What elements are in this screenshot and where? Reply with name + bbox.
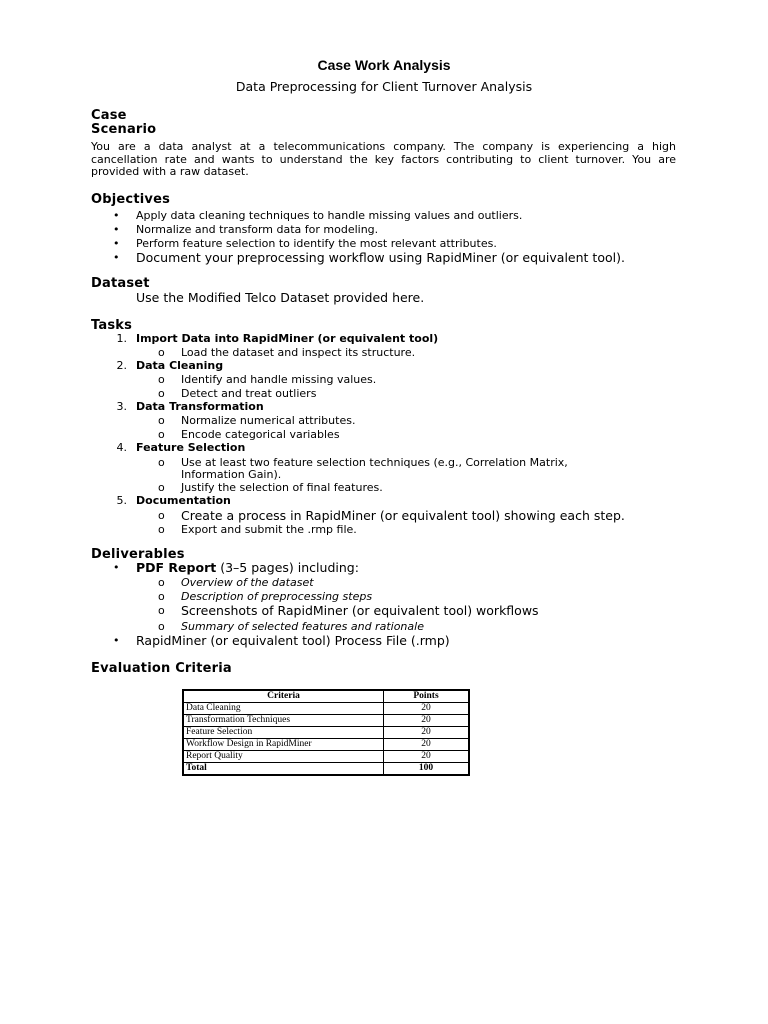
table-total-row bbox=[183, 763, 469, 776]
criteria-cell: Data Cleaning bbox=[183, 703, 384, 715]
circle-bullet-icon: o bbox=[158, 387, 165, 400]
table-row bbox=[183, 751, 469, 763]
task-title: Feature Selection bbox=[136, 441, 246, 454]
circle-bullet-icon: o bbox=[158, 509, 165, 522]
page-title: Case Work Analysis bbox=[317, 57, 451, 73]
circle-bullet-icon: o bbox=[158, 414, 165, 427]
scenario-heading-line1: Case bbox=[91, 108, 127, 123]
task-title: Data Transformation bbox=[136, 400, 264, 413]
deliverable-subitem: Description of preprocessing steps bbox=[181, 590, 373, 603]
column-header-points: Points bbox=[384, 690, 470, 703]
criteria-cell: Workflow Design in RapidMiner bbox=[183, 739, 384, 751]
deliverable-pdf bbox=[136, 560, 359, 575]
circle-bullet-icon: o bbox=[158, 590, 165, 603]
task-number: 3. bbox=[116, 400, 127, 413]
table-header-row bbox=[183, 690, 469, 703]
task-subitem-continued: Information Gain). bbox=[181, 468, 282, 481]
deliverable-process-file: RapidMiner (or equivalent tool) Process File (.rmp) bbox=[136, 633, 450, 648]
bullet-icon: • bbox=[113, 209, 120, 222]
deliverable-subitem: Summary of selected features and rationale bbox=[181, 620, 424, 633]
dataset-text: Use the Modified Telco Dataset provided here. bbox=[136, 290, 425, 305]
circle-bullet-icon: o bbox=[158, 604, 165, 617]
tasks-heading: Tasks bbox=[91, 318, 133, 333]
points-cell: 20 bbox=[384, 703, 470, 715]
circle-bullet-icon: o bbox=[158, 576, 165, 589]
objective-item: Normalize and transform data for modeling. bbox=[136, 223, 379, 236]
bullet-icon: • bbox=[113, 634, 120, 647]
task-title: Data Cleaning bbox=[136, 359, 224, 372]
task-subitem: Create a process in RapidMiner (or equivalent tool) showing each step. bbox=[181, 508, 625, 523]
evaluation-heading: Evaluation Criteria bbox=[91, 661, 232, 676]
circle-bullet-icon: o bbox=[158, 346, 165, 359]
evaluation-table bbox=[182, 689, 470, 776]
task-subitem: Justify the selection of final features. bbox=[181, 481, 383, 494]
page-subtitle: Data Preprocessing for Client Turnover Analysis bbox=[235, 79, 533, 94]
task-title: Documentation bbox=[136, 494, 231, 507]
deliverable-pdf-detail: (3–5 pages) including: bbox=[216, 560, 359, 575]
column-header-criteria: Criteria bbox=[183, 690, 384, 703]
deliverables-heading: Deliverables bbox=[91, 547, 185, 562]
bullet-icon: • bbox=[113, 251, 120, 264]
circle-bullet-icon: o bbox=[158, 428, 165, 441]
task-subitem: Normalize numerical attributes. bbox=[181, 414, 356, 427]
table-row bbox=[183, 703, 469, 715]
circle-bullet-icon: o bbox=[158, 481, 165, 494]
circle-bullet-icon: o bbox=[158, 523, 165, 536]
total-points-cell: 100 bbox=[384, 763, 470, 776]
dataset-heading: Dataset bbox=[91, 276, 150, 291]
criteria-cell: Report Quality bbox=[183, 751, 384, 763]
objective-item: Perform feature selection to identify the most relevant attributes. bbox=[136, 237, 497, 250]
task-subitem: Identify and handle missing values. bbox=[181, 373, 377, 386]
criteria-cell: Feature Selection bbox=[183, 727, 384, 739]
circle-bullet-icon: o bbox=[158, 456, 165, 469]
task-subitem: Load the dataset and inspect its structure. bbox=[181, 346, 416, 359]
task-number: 4. bbox=[116, 441, 127, 454]
deliverable-subitem: Overview of the dataset bbox=[181, 576, 314, 589]
criteria-cell: Transformation Techniques bbox=[183, 715, 384, 727]
bullet-icon: • bbox=[113, 561, 120, 574]
task-subitem: Use at least two feature selection techniques (e.g., Correlation Matrix, bbox=[181, 456, 568, 469]
points-cell: 20 bbox=[384, 751, 470, 763]
table-row bbox=[183, 727, 469, 739]
objective-item: Document your preprocessing workflow using RapidMiner (or equivalent tool). bbox=[136, 250, 625, 265]
task-subitem: Encode categorical variables bbox=[181, 428, 340, 441]
table-row bbox=[183, 739, 469, 751]
objective-item: Apply data cleaning techniques to handle missing values and outliers. bbox=[136, 209, 523, 222]
objectives-heading: Objectives bbox=[91, 192, 171, 207]
total-label-cell: Total bbox=[183, 763, 384, 776]
deliverable-subitem: Screenshots of RapidMiner (or equivalent tool) workflows bbox=[181, 603, 539, 618]
circle-bullet-icon: o bbox=[158, 620, 165, 633]
scenario-heading-line2: Scenario bbox=[91, 122, 157, 137]
task-number: 1. bbox=[116, 332, 127, 345]
table-row bbox=[183, 715, 469, 727]
points-cell: 20 bbox=[384, 739, 470, 751]
scenario-text: You are a data analyst at a telecommunications company. The company is experiencing a high cancellation rate and wants to understand the key factors contributing to client turnover. You are provided with a raw dataset. bbox=[91, 140, 676, 178]
points-cell: 20 bbox=[384, 715, 470, 727]
task-subitem: Detect and treat outliers bbox=[181, 387, 317, 400]
task-number: 5. bbox=[116, 494, 127, 507]
points-cell: 20 bbox=[384, 727, 470, 739]
circle-bullet-icon: o bbox=[158, 373, 165, 386]
deliverable-pdf-label: PDF Report bbox=[136, 560, 217, 575]
task-subitem: Export and submit the .rmp file. bbox=[181, 523, 357, 536]
task-number: 2. bbox=[116, 359, 127, 372]
bullet-icon: • bbox=[113, 223, 120, 236]
task-title: Import Data into RapidMiner (or equivalent tool) bbox=[136, 332, 439, 345]
bullet-icon: • bbox=[113, 237, 120, 250]
